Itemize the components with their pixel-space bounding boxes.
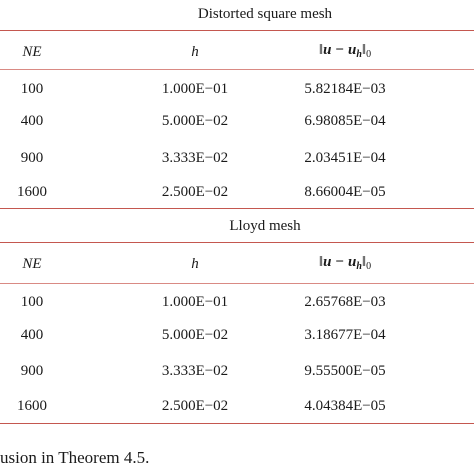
table-cell-error: 9.55500E−05 [304, 363, 386, 379]
table-cell-h: 3.333E−02 [161, 363, 229, 379]
table-cell-h: 5.000E−02 [161, 327, 229, 343]
table-row: 100 [20, 81, 44, 97]
table2-bottom-rule [0, 423, 474, 424]
table-cell-h: 1.000E−01 [161, 294, 229, 310]
table2-caption: Lloyd mesh [229, 218, 301, 234]
table-cell-error: 2.65768E−03 [304, 294, 386, 310]
table1-header-norm-h: h [356, 49, 362, 60]
table1-header-rule [0, 69, 474, 70]
table2-header-ne: NE [22, 256, 42, 272]
table-row: 400 [20, 327, 44, 343]
table1-top-rule [0, 30, 474, 31]
table1-header-norm-sub: 0 [366, 49, 372, 60]
table-cell-h: 2.500E−02 [161, 184, 229, 200]
table-cell-error: 8.66004E−05 [304, 184, 386, 200]
table-cell-error: 5.82184E−03 [304, 81, 386, 97]
table2-header-norm-main: u − u [323, 254, 357, 270]
table1-header-error-norm: ‖u − $u_h‖_0$ [318, 42, 372, 60]
table-cell-h: 5.000E−02 [161, 113, 229, 129]
table1-header-norm-main: u − u [323, 42, 357, 58]
table-cell-error: 4.04384E−05 [304, 398, 386, 414]
table1-header-ne: NE [22, 44, 42, 60]
table2-header-norm-sub: 0 [366, 261, 372, 272]
table-cell-h: 1.000E−01 [161, 81, 229, 97]
table-row: 100 [20, 294, 44, 310]
table2-header-error-norm: ‖u − $u_h‖_0$ [318, 254, 372, 272]
table1-bottom-rule [0, 208, 474, 209]
table-cell-h: 3.333E−02 [161, 150, 229, 166]
table1-caption: Distorted square mesh [197, 6, 333, 22]
table-row: 900 [20, 150, 44, 166]
table2-header-h: h [191, 256, 199, 272]
table-cell-error: 6.98085E−04 [304, 113, 386, 129]
table-cell-h: 2.500E−02 [161, 398, 229, 414]
table-row: 1600 [17, 398, 47, 414]
table-cell-error: 2.03451E−04 [304, 150, 386, 166]
table-row: 400 [20, 113, 44, 129]
table-row: 1600 [17, 184, 47, 200]
table1-header-h: h [191, 44, 199, 60]
table2-top-rule [0, 242, 474, 243]
table-row: 900 [20, 363, 44, 379]
table2-header-norm-h: h [356, 261, 362, 272]
table2-header-rule [0, 283, 474, 284]
table-cell-error: 3.18677E−04 [304, 327, 386, 343]
body-text-fragment: usion in Theorem 4.5. [0, 448, 150, 467]
